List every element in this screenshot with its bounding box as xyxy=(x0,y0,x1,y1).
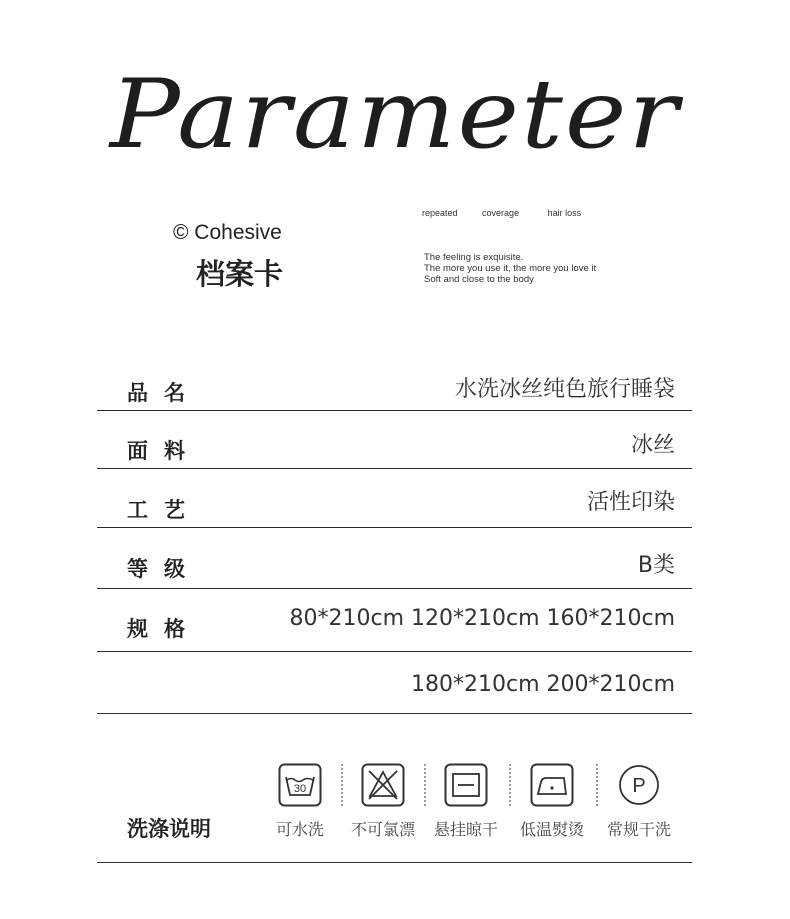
care-caption: 悬挂晾干 xyxy=(433,820,498,839)
spec-label: 品名 xyxy=(127,381,201,405)
care-item-dryclean xyxy=(599,763,679,840)
no-bleach-icon xyxy=(361,763,405,807)
care-instructions-label: 洗涤说明 xyxy=(127,817,211,841)
wash-30-icon xyxy=(278,763,322,807)
wash-temperature: 30 xyxy=(293,783,307,795)
spec-value: 水洗冰丝纯色旅行睡袋 xyxy=(454,377,675,402)
care-caption: 常规干洗 xyxy=(606,820,671,839)
dry-clean-letter: P xyxy=(632,775,646,797)
dry-clean-p-icon xyxy=(617,763,661,807)
tag-coverage: coverage xyxy=(482,208,520,218)
tag-repeated: repeated xyxy=(422,208,458,218)
care-caption: 不可氯漂 xyxy=(350,820,415,839)
spec-value: 80*210cm 120*210cm 160*210cm xyxy=(289,606,675,631)
care-caption: 可水洗 xyxy=(275,820,324,839)
tagline-line: The more you use it, the more you love it xyxy=(424,263,597,274)
brand-name: © Cohesive xyxy=(173,221,282,244)
care-item-dry xyxy=(426,763,506,840)
iron-low-icon xyxy=(530,763,574,807)
care-item-wash xyxy=(260,763,340,840)
feature-tags xyxy=(422,208,581,218)
care-item-bleach xyxy=(343,763,423,840)
tagline-line: Soft and close to the body xyxy=(424,274,534,285)
spec-label: 等级 xyxy=(127,557,201,581)
spec-value: 活性印染 xyxy=(586,490,675,515)
brand-subtitle: 档案卡 xyxy=(196,257,284,291)
spec-row-material xyxy=(97,411,692,469)
spec-label: 面料 xyxy=(127,439,201,463)
spec-row-size-continued xyxy=(97,652,692,714)
spec-row-process xyxy=(97,469,692,528)
spec-label: 工艺 xyxy=(127,498,201,522)
divider xyxy=(596,764,598,806)
divider xyxy=(509,764,511,806)
line-dry-icon xyxy=(444,763,488,807)
spec-row-grade xyxy=(97,528,692,589)
spec-row-size xyxy=(97,589,692,652)
divider xyxy=(97,862,692,863)
spec-row-name xyxy=(97,360,692,411)
care-item-iron xyxy=(512,763,592,840)
tag-hair-loss: hair loss xyxy=(547,208,582,218)
spec-label: 规格 xyxy=(127,617,201,641)
spec-value: 180*210cm 200*210cm xyxy=(410,672,675,697)
spec-table xyxy=(97,360,692,714)
care-caption: 低温熨烫 xyxy=(519,820,584,839)
spec-value: B类 xyxy=(637,553,675,578)
page-title: Parameter xyxy=(109,57,681,171)
tagline xyxy=(424,252,596,285)
spec-value: 冰丝 xyxy=(630,433,675,458)
tagline-line: The feeling is exquisite. xyxy=(424,252,524,263)
